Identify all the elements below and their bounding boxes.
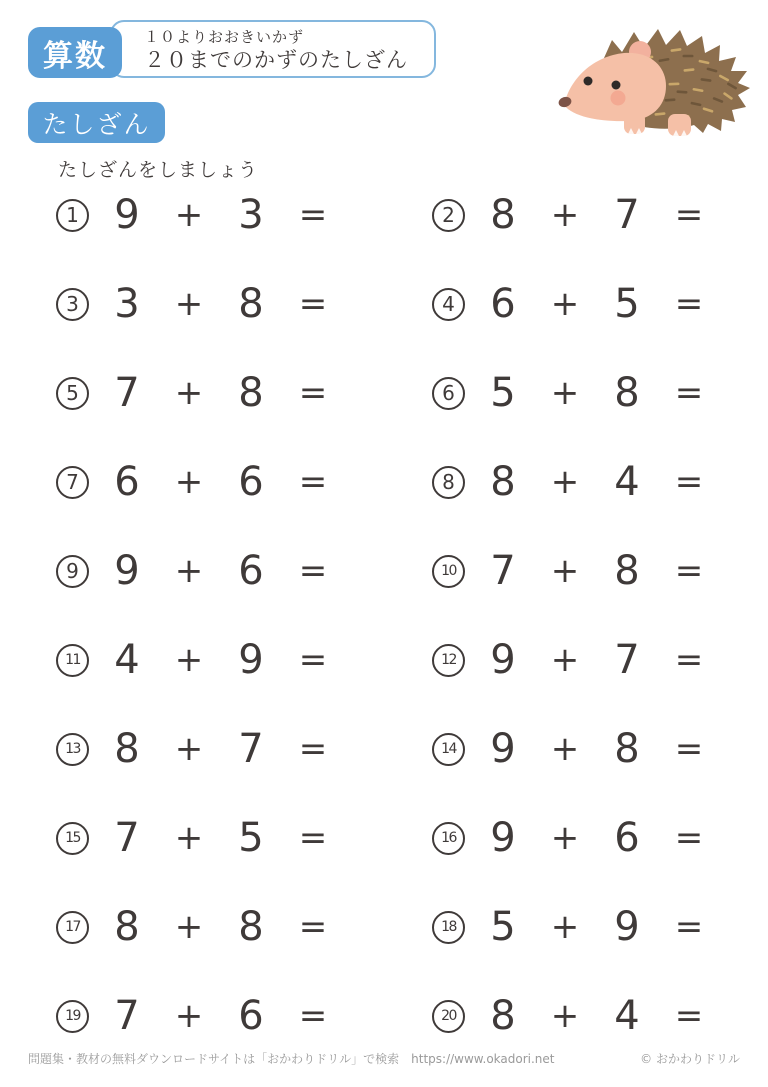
problem-number-circle: 18	[432, 911, 465, 944]
equals-sign: =	[674, 462, 704, 502]
problem-number-circle: 20	[432, 1000, 465, 1033]
equals-sign: =	[674, 640, 704, 680]
problem-item	[432, 993, 736, 1039]
operand-a: 9	[490, 726, 516, 772]
operand-b: 8	[238, 904, 264, 950]
plus-sign: +	[550, 640, 580, 680]
equals-sign: =	[298, 640, 328, 680]
equals-sign: =	[298, 284, 328, 324]
problem-item	[432, 904, 736, 950]
operand-b: 9	[614, 904, 640, 950]
operand-b: 6	[238, 548, 264, 594]
operand-a: 8	[114, 904, 140, 950]
problems-grid	[56, 192, 736, 1082]
operand-a: 8	[490, 459, 516, 505]
plus-sign: +	[174, 462, 204, 502]
operand-b: 9	[238, 637, 264, 683]
problem-number-circle: 17	[56, 911, 89, 944]
plus-sign: +	[174, 195, 204, 235]
problem-item	[432, 459, 736, 505]
hedgehog-illustration	[556, 26, 752, 140]
worksheet-title: ２０までのかずのたしざん	[144, 48, 408, 72]
plus-sign: +	[174, 284, 204, 324]
problem-number-circle: 6	[432, 377, 465, 410]
equals-sign: =	[298, 907, 328, 947]
operand-a: 9	[490, 815, 516, 861]
problem-number-circle: 19	[56, 1000, 89, 1033]
problem-number-circle: 12	[432, 644, 465, 677]
operand-b: 4	[614, 459, 640, 505]
problem-number-circle: 8	[432, 466, 465, 499]
equals-sign: =	[674, 373, 704, 413]
operand-b: 7	[238, 726, 264, 772]
operand-a: 9	[490, 637, 516, 683]
operand-b: 5	[238, 815, 264, 861]
operand-a: 7	[114, 370, 140, 416]
problem-number-circle: 7	[56, 466, 89, 499]
problem-number-circle: 9	[56, 555, 89, 588]
operand-a: 6	[490, 281, 516, 327]
equals-sign: =	[674, 818, 704, 858]
operand-a: 4	[114, 637, 140, 683]
operand-b: 8	[614, 726, 640, 772]
plus-sign: +	[550, 729, 580, 769]
problem-item	[56, 370, 432, 416]
problem-item	[432, 637, 736, 683]
problem-item	[432, 815, 736, 861]
plus-sign: +	[174, 996, 204, 1036]
worksheet-title-box	[110, 20, 436, 78]
footer-site-info: 問題集・教材の無料ダウンロードサイトは「おかわりドリル」で検索 https://www.okadori.net	[28, 1052, 555, 1066]
problem-item	[56, 726, 432, 772]
operand-a: 7	[114, 815, 140, 861]
operand-b: 8	[238, 370, 264, 416]
operand-a: 8	[114, 726, 140, 772]
problem-item	[56, 637, 432, 683]
problem-item	[432, 548, 736, 594]
page-footer	[0, 1050, 768, 1067]
problem-item	[56, 815, 432, 861]
problem-item	[56, 548, 432, 594]
plus-sign: +	[550, 907, 580, 947]
operand-a: 7	[490, 548, 516, 594]
plus-sign: +	[174, 373, 204, 413]
equals-sign: =	[674, 996, 704, 1036]
problem-number-circle: 4	[432, 288, 465, 321]
hedgehog-eye-right	[612, 81, 621, 90]
plus-sign: +	[174, 907, 204, 947]
operand-a: 8	[490, 192, 516, 238]
plus-sign: +	[550, 996, 580, 1036]
unit-label: １０よりおおきいかず	[144, 28, 305, 46]
problem-item	[56, 459, 432, 505]
operand-b: 8	[614, 548, 640, 594]
problem-item	[432, 370, 736, 416]
plus-sign: +	[550, 462, 580, 502]
problem-item	[56, 192, 432, 238]
problem-item	[432, 281, 736, 327]
plus-sign: +	[550, 551, 580, 591]
problem-number-circle: 13	[56, 733, 89, 766]
operand-a: 6	[114, 459, 140, 505]
operand-b: 6	[614, 815, 640, 861]
operand-b: 7	[614, 637, 640, 683]
problem-number-circle: 2	[432, 199, 465, 232]
plus-sign: +	[550, 195, 580, 235]
operand-a: 7	[114, 993, 140, 1039]
problem-number-circle: 5	[56, 377, 89, 410]
problem-number-circle: 16	[432, 822, 465, 855]
operand-a: 9	[114, 192, 140, 238]
operand-b: 8	[238, 281, 264, 327]
operand-b: 3	[238, 192, 264, 238]
problem-number-circle: 11	[56, 644, 89, 677]
plus-sign: +	[174, 640, 204, 680]
equals-sign: =	[298, 729, 328, 769]
plus-sign: +	[550, 818, 580, 858]
instruction-text: たしざんをしましょう	[58, 159, 259, 181]
problem-number-circle: 3	[56, 288, 89, 321]
equals-sign: =	[298, 462, 328, 502]
equals-sign: =	[298, 551, 328, 591]
operand-a: 3	[114, 281, 140, 327]
equals-sign: =	[298, 818, 328, 858]
plus-sign: +	[174, 729, 204, 769]
problem-number-circle: 1	[56, 199, 89, 232]
operand-a: 9	[114, 548, 140, 594]
equals-sign: =	[674, 195, 704, 235]
plus-sign: +	[174, 818, 204, 858]
equals-sign: =	[674, 907, 704, 947]
equals-sign: =	[674, 284, 704, 324]
hedgehog-blush	[611, 91, 626, 106]
operand-a: 5	[490, 370, 516, 416]
section-badge: たしざん	[28, 102, 165, 143]
problem-number-circle: 10	[432, 555, 465, 588]
problem-item	[56, 904, 432, 950]
problem-item	[56, 281, 432, 327]
problem-item	[432, 192, 736, 238]
hedgehog-eye-left	[584, 77, 593, 86]
plus-sign: +	[550, 373, 580, 413]
operand-b: 7	[614, 192, 640, 238]
operand-b: 6	[238, 459, 264, 505]
equals-sign: =	[674, 729, 704, 769]
operand-a: 5	[490, 904, 516, 950]
problem-item	[432, 726, 736, 772]
equals-sign: =	[298, 996, 328, 1036]
problem-item	[56, 993, 432, 1039]
operand-b: 8	[614, 370, 640, 416]
operand-b: 4	[614, 993, 640, 1039]
plus-sign: +	[550, 284, 580, 324]
operand-b: 5	[614, 281, 640, 327]
plus-sign: +	[174, 551, 204, 591]
equals-sign: =	[674, 551, 704, 591]
operand-a: 8	[490, 993, 516, 1039]
subject-badge: 算数	[28, 27, 122, 78]
operand-b: 6	[238, 993, 264, 1039]
equals-sign: =	[298, 195, 328, 235]
problem-number-circle: 15	[56, 822, 89, 855]
footer-copyright: © おかわりドリル	[640, 1052, 740, 1066]
equals-sign: =	[298, 373, 328, 413]
problem-number-circle: 14	[432, 733, 465, 766]
